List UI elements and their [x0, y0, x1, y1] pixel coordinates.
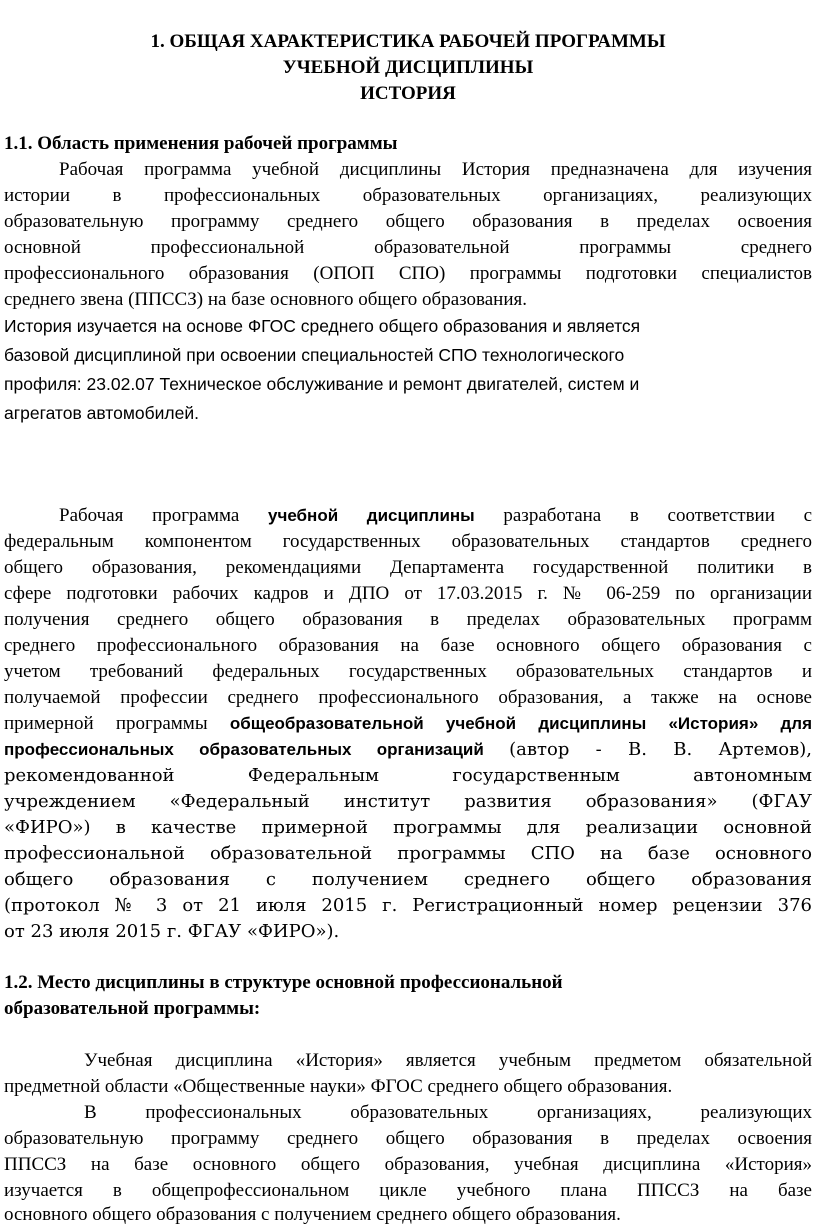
paragraph-line: Учебная дисциплина «История» является учебным предметом обязательной: [84, 1050, 812, 1071]
sans-paragraph-line: базовой дисциплиной при освоении специальностей СПО технологического: [4, 345, 625, 365]
document-title-line3: ИСТОРИЯ: [360, 83, 456, 104]
text-run: разработана в соответствии с: [503, 505, 812, 526]
paragraph-line: образовательную программу среднего общего образования в пределах освоения: [4, 211, 812, 232]
paragraph-line: основного общего образования с получением среднего общего образования.: [4, 1204, 621, 1225]
paragraph-line: среднего звена (ППССЗ) на базе основного общего образования.: [4, 289, 528, 310]
sans-paragraph-line: профиля: 23.02.07 Техническое обслуживание и ремонт двигателей, систем и: [4, 374, 640, 394]
paragraph-line: профессиональной образовательной программы СПО на базе основного: [4, 843, 812, 864]
paragraph-line: предметной области «Общественные науки» ФГОС среднего общего образования.: [4, 1076, 673, 1097]
emphasis-run: общеобразовательной учебной дисциплины «История» для: [229, 714, 813, 733]
paragraph-line: учреждением «Федеральный институт развития образования» (ФГАУ: [4, 791, 812, 812]
paragraph-line: получения среднего общего образования в пределах образовательных программ: [4, 609, 812, 630]
paragraph-line: общего образования, рекомендациями Департамента государственной политики в: [4, 557, 812, 578]
text-run: Рабочая программа: [59, 505, 240, 526]
paragraph-line: среднего профессионального образования на базе основного общего образования с: [4, 635, 812, 656]
paragraph-line: федеральным компонентом государственных образовательных стандартов среднего: [4, 531, 812, 552]
paragraph-line: изучается в общепрофессиональном цикле учебного плана ППССЗ на базе: [4, 1180, 812, 1201]
paragraph-line: профессионального образования (ОПОП СПО) программы подготовки специалистов: [4, 263, 812, 284]
section-1-2-heading: 1.2. Место дисциплины в структуре основной профессиональной: [4, 972, 563, 993]
paragraph-line: истории в профессиональных образовательных организациях, реализующих: [4, 185, 812, 206]
paragraph-line: общего образования с получением среднего общего образования: [4, 869, 812, 890]
document-title-line2: УЧЕБНОЙ ДИСЦИПЛИНЫ: [282, 57, 534, 78]
paragraph-line: «ФИРО») в качестве примерной программы для реализации основной: [4, 817, 812, 838]
paragraph-line: от 23 июля 2015 г. ФГАУ «ФИРО»).: [4, 921, 340, 942]
paragraph-line: ППССЗ на базе основного общего образования, учебная дисциплина «История»: [4, 1154, 812, 1175]
paragraph-line: [4, 711, 812, 737]
emphasis-run: учебной дисциплины: [268, 506, 475, 525]
paragraph-line: рекомендованной Федеральным государственным автономным: [4, 765, 812, 786]
sans-paragraph-line: агрегатов автомобилей.: [4, 403, 199, 423]
paragraph-line: основной профессиональной образовательной программы среднего: [4, 237, 812, 258]
paragraph-line: учетом требований федеральных государственных образовательных стандартов и: [4, 661, 812, 682]
sans-paragraph-line: История изучается на основе ФГОС среднего общего образования и является: [4, 316, 641, 336]
paragraph-line: [4, 737, 812, 763]
paragraph-line: (протокол № 3 от 21 июля 2015 г. Регистрационный номер рецензии 376: [4, 895, 812, 916]
text-run: примерной программы: [4, 713, 208, 734]
paragraph-line: В профессиональных образовательных организациях, реализующих: [84, 1102, 812, 1123]
emphasis-run: профессиональных образовательных организаций: [4, 740, 484, 759]
section-1-1-heading: 1.1. Область применения рабочей программы: [4, 133, 398, 154]
paragraph-line: образовательную программу среднего общего образования в пределах освоения: [4, 1128, 812, 1149]
paragraph-line: [59, 503, 812, 529]
paragraph-line: Рабочая программа учебной дисциплины История предназначена для изучения: [59, 159, 812, 180]
paragraph-line: получаемой профессии среднего профессионального образования, а также на основе: [4, 687, 812, 708]
paragraph-line: сфере подготовки рабочих кадров и ДПО от 17.03.2015 г. № 06-259 по организации: [4, 583, 812, 604]
section-1-2-heading-line2: образовательной программы:: [4, 998, 261, 1019]
text-run: (автор - В. В. Артемов),: [509, 739, 813, 760]
document-title-line1: 1. ОБЩАЯ ХАРАКТЕРИСТИКА РАБОЧЕЙ ПРОГРАММЫ: [150, 31, 666, 52]
